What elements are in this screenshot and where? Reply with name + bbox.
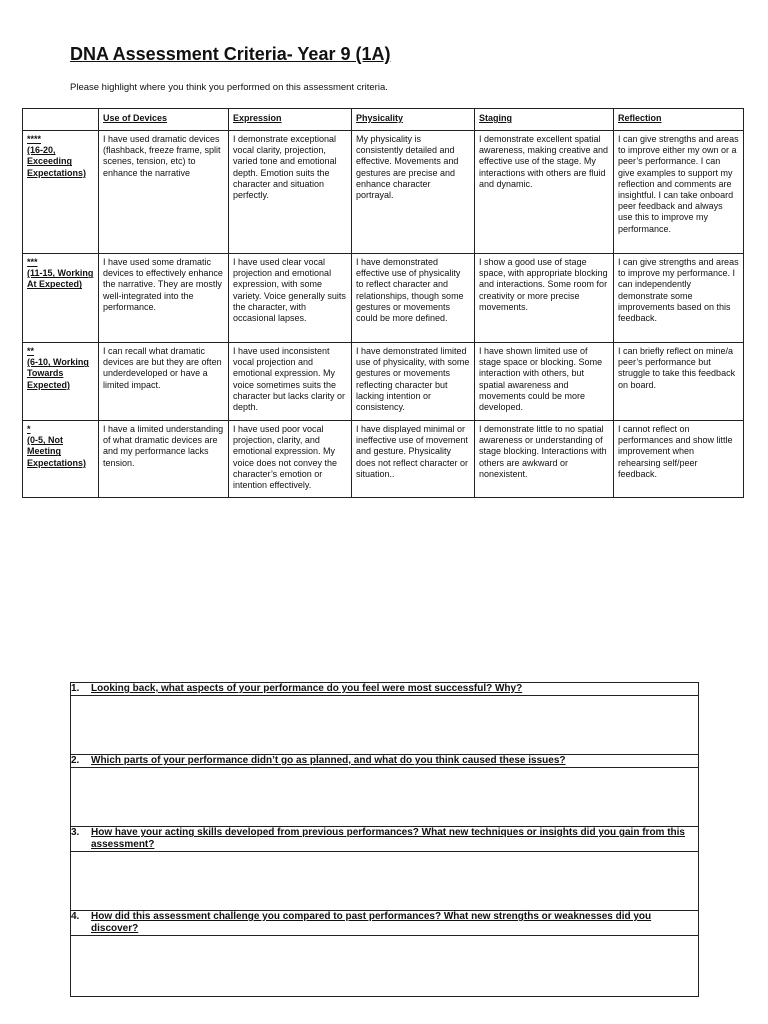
criteria-cell[interactable]: I have displayed minimal or ineffective use of movement and gesture. Physicality does not reflect character or situation.. bbox=[352, 421, 475, 498]
header-use-of-devices: Use of Devices bbox=[99, 109, 229, 131]
header-reflection: Reflection bbox=[614, 109, 744, 131]
criteria-cell[interactable]: My physicality is consistently detailed and effective. Movements and gestures are precise and enhance character portrayal. bbox=[352, 131, 475, 254]
answer-box[interactable] bbox=[71, 768, 699, 827]
question-cell bbox=[71, 827, 699, 852]
question-cell bbox=[71, 755, 699, 768]
table-header-row bbox=[23, 109, 744, 131]
level-range: (6-10, Working Towards Expected) bbox=[27, 357, 89, 390]
criteria-cell[interactable]: I have a limited understanding of what dramatic devices are and my performance lacks tension. bbox=[99, 421, 229, 498]
answer-box[interactable] bbox=[71, 696, 699, 755]
question-number: 1. bbox=[71, 683, 80, 694]
table-row bbox=[23, 131, 744, 254]
criteria-cell[interactable]: I have used poor vocal projection, clarity, and emotional expression. My voice does not convey the character’s emotion or intention effectively. bbox=[229, 421, 352, 498]
question-row bbox=[71, 755, 699, 768]
criteria-cell[interactable]: I have demonstrated limited use of physicality, with some gestures or movements reflecting character but lacking intention or consistency. bbox=[352, 343, 475, 421]
question-text: How did this assessment challenge you compared to past performances? What new strengths or weaknesses did you discover? bbox=[91, 911, 652, 934]
question-row bbox=[71, 683, 699, 696]
level-cell-not-meeting bbox=[23, 421, 99, 498]
reflection-questions-table bbox=[70, 682, 699, 997]
question-cell bbox=[71, 911, 699, 936]
criteria-cell[interactable]: I can recall what dramatic devices are but they are often underdeveloped or have a limited impact. bbox=[99, 343, 229, 421]
criteria-cell[interactable]: I have used clear vocal projection and emotional expression, with some variety. Voice generally suits the character, with occasional lapses. bbox=[229, 254, 352, 343]
answer-row bbox=[71, 768, 699, 827]
question-cell bbox=[71, 683, 699, 696]
criteria-cell[interactable]: I can briefly reflect on mine/a peer’s performance but struggle to take this feedback on board. bbox=[614, 343, 744, 421]
level-range: (16-20, Exceeding Expectations) bbox=[27, 145, 87, 178]
table-row bbox=[23, 343, 744, 421]
criteria-cell[interactable]: I have shown limited use of stage space or blocking. Some interaction with others, but spatial awareness and movements could be more developed. bbox=[475, 343, 614, 421]
criteria-cell[interactable]: I demonstrate little to no spatial awareness or understanding of stage blocking. Interactions with others are awkward or nonexistent. bbox=[475, 421, 614, 498]
answer-box[interactable] bbox=[71, 852, 699, 911]
level-stars: *** bbox=[27, 257, 38, 267]
criteria-cell[interactable]: I cannot reflect on performances and show little improvement when rehearsing self/peer feedback. bbox=[614, 421, 744, 498]
header-staging: Staging bbox=[475, 109, 614, 131]
criteria-cell[interactable]: I have used dramatic devices (flashback, freeze frame, split scenes, tension, etc) to enhance the narrative bbox=[99, 131, 229, 254]
instruction-text: Please highlight where you think you performed on this assessment criteria. bbox=[70, 82, 388, 93]
criteria-cell[interactable]: I can give strengths and areas to improve my performance. I can independently demonstrate some improvements based on this feedback. bbox=[614, 254, 744, 343]
question-number: 4. bbox=[71, 911, 80, 922]
page-title: DNA Assessment Criteria- Year 9 (1A) bbox=[70, 44, 391, 64]
criteria-cell[interactable]: I show a good use of stage space, with appropriate blocking and interactions. Some room for creativity or more precise movements. bbox=[475, 254, 614, 343]
question-text: How have your acting skills developed from previous performances? What new techniques or insights did you gain from this assessment? bbox=[91, 827, 685, 850]
answer-row bbox=[71, 852, 699, 911]
criteria-cell[interactable]: I have used inconsistent vocal projection and emotional expression. My voice sometimes suits the character but lacks clarity or depth. bbox=[229, 343, 352, 421]
level-range: (0-5, Not Meeting Expectations) bbox=[27, 435, 87, 468]
question-row bbox=[71, 911, 699, 936]
level-cell-exceeding bbox=[23, 131, 99, 254]
table-row bbox=[23, 421, 744, 498]
level-stars: * bbox=[27, 424, 31, 434]
question-number: 3. bbox=[71, 827, 80, 838]
criteria-cell[interactable]: I can give strengths and areas to improve either my own or a peer’s performance. I can give examples to support my reflection and comments are insightful. I can take onboard peer feedback and always use this to improve my performance. bbox=[614, 131, 744, 254]
answer-row bbox=[71, 936, 699, 997]
level-cell-working-at bbox=[23, 254, 99, 343]
question-row bbox=[71, 827, 699, 852]
criteria-cell[interactable]: I demonstrate exceptional vocal clarity, projection, varied tone and emotional depth. Emotion suits the character and situation perfectly. bbox=[229, 131, 352, 254]
assessment-criteria-table bbox=[22, 108, 744, 498]
header-level bbox=[23, 109, 99, 131]
level-stars: ** bbox=[27, 346, 35, 356]
criteria-cell[interactable]: I demonstrate excellent spatial awareness, making creative and effective use of the stage. My interactions with others are fluid and dynamic. bbox=[475, 131, 614, 254]
level-range: (11-15, Working At Expected) bbox=[27, 268, 94, 290]
criteria-cell[interactable]: I have used some dramatic devices to effectively enhance the narrative. They are mostly well-integrated into the performance. bbox=[99, 254, 229, 343]
criteria-cell[interactable]: I have demonstrated effective use of physicality to reflect character and relationships, though some gestures or movements could be more defined. bbox=[352, 254, 475, 343]
question-text: Looking back, what aspects of your performance do you feel were most successful? Why? bbox=[91, 683, 523, 694]
answer-box[interactable] bbox=[71, 936, 699, 997]
header-physicality: Physicality bbox=[352, 109, 475, 131]
table-row bbox=[23, 254, 744, 343]
question-number: 2. bbox=[71, 755, 80, 766]
answer-row bbox=[71, 696, 699, 755]
header-expression: Expression bbox=[229, 109, 352, 131]
question-text: Which parts of your performance didn’t go as planned, and what do you think caused these issues? bbox=[91, 755, 566, 766]
level-stars: **** bbox=[27, 134, 42, 144]
level-cell-working-towards bbox=[23, 343, 99, 421]
